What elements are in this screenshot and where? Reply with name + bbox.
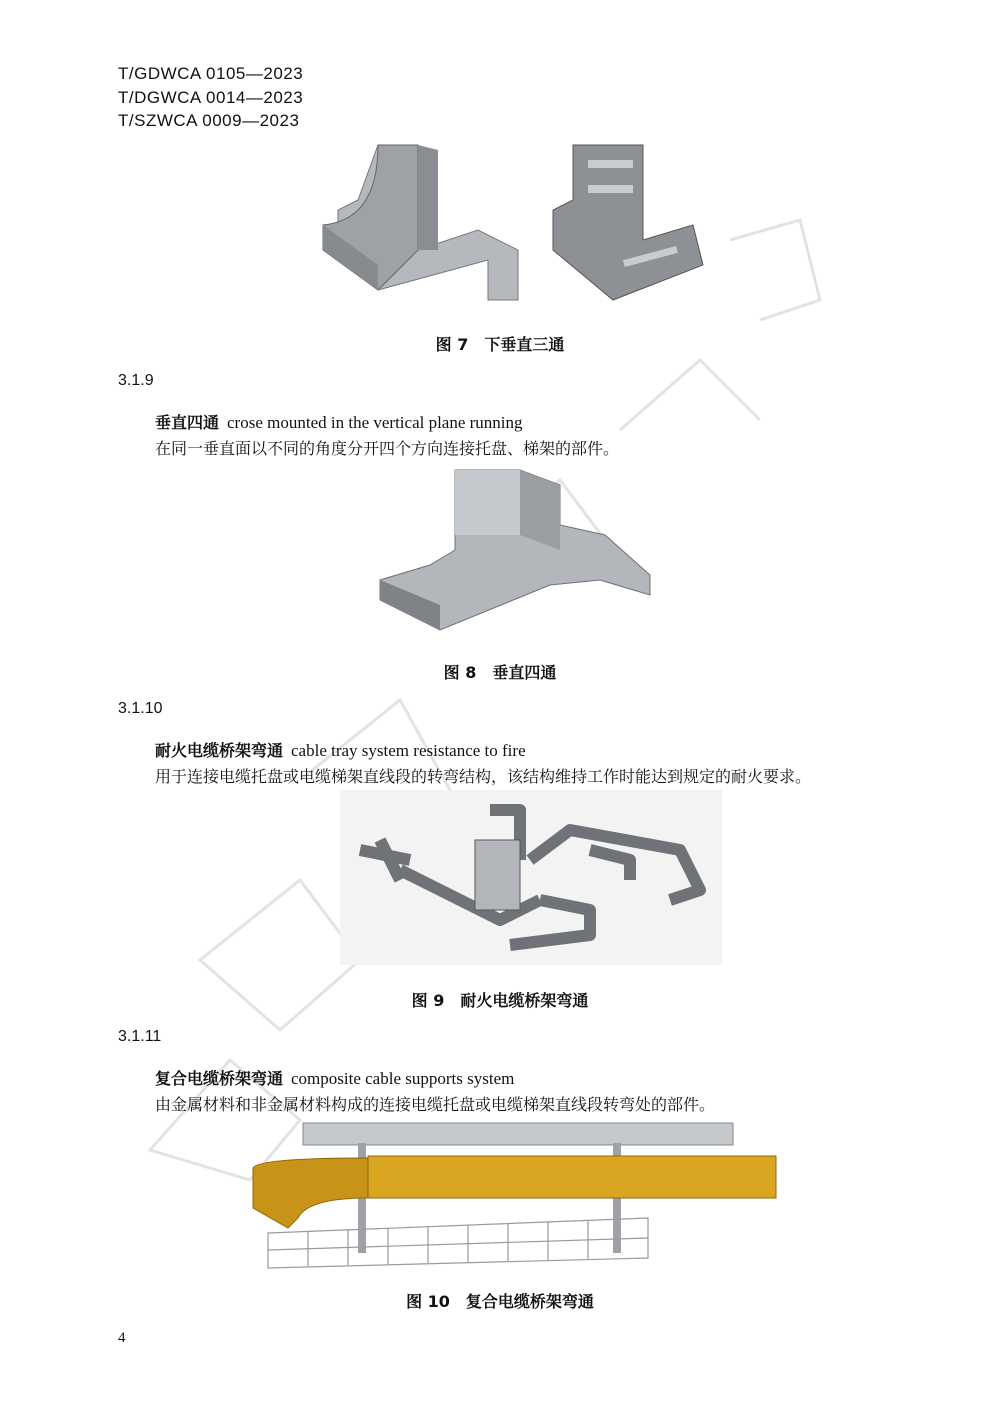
term-3-1-9 bbox=[155, 410, 523, 433]
standard-code-1: T/GDWCA 0105—2023 bbox=[118, 64, 304, 83]
figure-8-cross-image bbox=[370, 465, 655, 640]
figure-10-composite-tray-image bbox=[248, 1118, 778, 1278]
term-en: crose mounted in the vertical plane running bbox=[227, 413, 523, 432]
section-number-3-1-11: 3.1.11 bbox=[118, 1028, 162, 1045]
figure-9-fire-resistant-tray-image bbox=[340, 790, 722, 965]
figure-8-caption bbox=[0, 660, 1000, 683]
section-number-3-1-10: 3.1.10 bbox=[118, 700, 163, 717]
standard-code-3: T/SZWCA 0009—2023 bbox=[118, 111, 300, 130]
term-en: cable tray system resistance to fire bbox=[291, 741, 526, 760]
term-3-1-11 bbox=[155, 1066, 514, 1089]
definition-3-1-9: 在同一垂直面以不同的角度分开四个方向连接托盘、梯架的部件。 bbox=[155, 439, 620, 458]
figure-9-title: 耐火电缆桥架弯通 bbox=[460, 991, 589, 1010]
figure-8-title: 垂直四通 bbox=[492, 663, 557, 682]
figure-7-ladder-image bbox=[543, 140, 713, 305]
figure-10-number: 图 10 bbox=[406, 1292, 450, 1311]
figure-7-number: 图 7 bbox=[435, 335, 469, 354]
figure-10-title: 复合电缆桥架弯通 bbox=[465, 1292, 594, 1311]
figure-9-number: 图 9 bbox=[411, 991, 445, 1010]
page-number: 4 bbox=[118, 1330, 126, 1346]
definition-3-1-11: 由金属材料和非金属材料构成的连接电缆托盘或电缆梯架直线段转弯处的部件。 bbox=[155, 1095, 716, 1114]
standard-code-2: T/DGWCA 0014—2023 bbox=[118, 88, 304, 107]
figure-10-caption bbox=[0, 1289, 1000, 1312]
figure-7-title: 下垂直三通 bbox=[484, 335, 565, 354]
term-cn: 复合电缆桥架弯通 bbox=[155, 1069, 284, 1088]
term-cn: 垂直四通 bbox=[155, 413, 220, 432]
definition-3-1-10: 用于连接电缆托盘或电缆梯架直线段的转弯结构，该结构维持工作时能达到规定的耐火要求。 bbox=[155, 767, 812, 786]
term-cn: 耐火电缆桥架弯通 bbox=[155, 741, 284, 760]
section-number-3-1-9: 3.1.9 bbox=[118, 372, 154, 389]
figure-7-caption bbox=[0, 332, 1000, 355]
figure-9-caption bbox=[0, 988, 1000, 1011]
term-en: composite cable supports system bbox=[291, 1069, 515, 1088]
figure-8-number: 图 8 bbox=[443, 663, 477, 682]
term-3-1-10 bbox=[155, 738, 526, 761]
figure-7-tray-image bbox=[318, 140, 532, 305]
